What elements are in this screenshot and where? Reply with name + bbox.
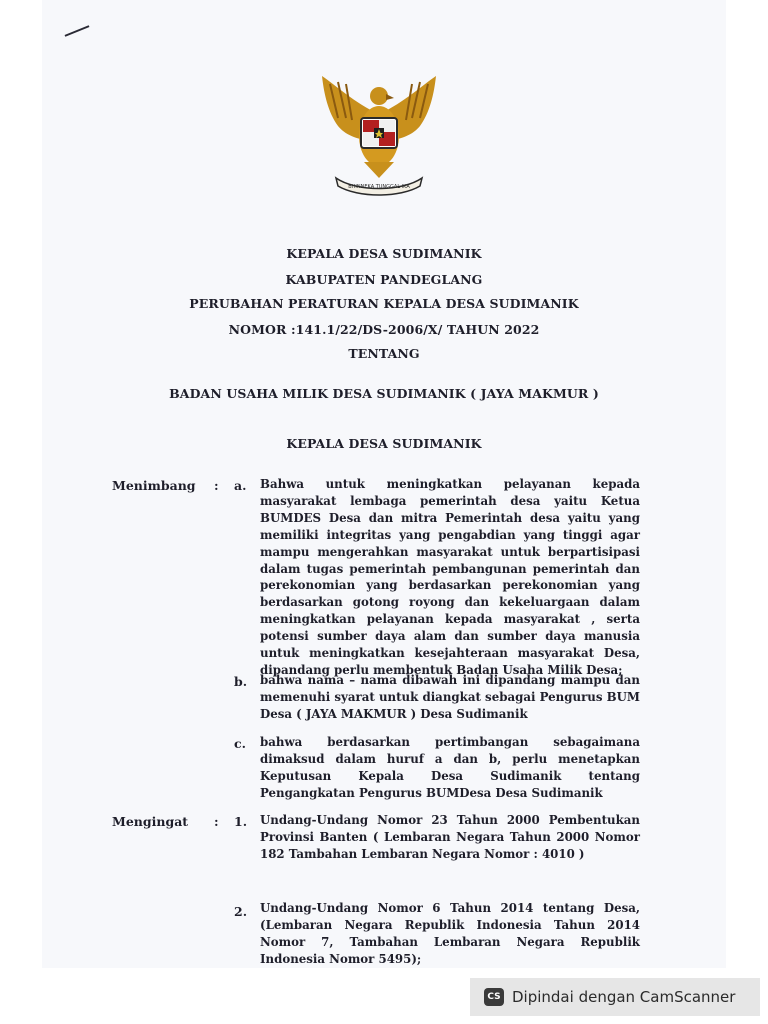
- mengingat-marker-2: 2.: [234, 904, 248, 919]
- menimbang-marker-c: c.: [234, 736, 246, 751]
- header-subject: BADAN USAHA MILIK DESA SUDIMANIK ( JAYA MAKMUR ): [169, 386, 599, 401]
- mengingat-label: Mengingat: [112, 814, 189, 829]
- menimbang-marker-b: b.: [234, 674, 248, 689]
- svg-text:BHINNEKA TUNGGAL IKA: BHINNEKA TUNGGAL IKA: [348, 184, 410, 190]
- garuda-emblem-icon: [316, 74, 442, 198]
- mengingat-item-2: Undang-Undang Nomor 6 Tahun 2014 tentang Desa, (Lembaran Negara Republik Indonesia Tahun 2014 Nomor 7, Tambahan Lembaran Negara Republik Indonesia Nomor 5495);: [260, 901, 640, 966]
- menimbang-marker-a: a.: [234, 478, 247, 493]
- header-title-line2: KABUPATEN PANDEGLANG: [285, 272, 483, 287]
- menimbang-label: Menimbang: [112, 478, 196, 493]
- camscanner-text: Dipindai dengan CamScanner: [512, 988, 736, 1006]
- header-title-line1: KEPALA DESA SUDIMANIK: [286, 246, 482, 261]
- camscanner-icon: CS: [484, 988, 504, 1006]
- mengingat-colon: :: [214, 814, 219, 829]
- menimbang-item-a: Bahwa untuk meningkatkan pelayanan kepada masyarakat lembaga pemerintah desa yaitu Ketua BUMDES Desa dan mitra Pemerintah desa yaitu yang memiliki integritas yang pengabdian yang tinggi agar mampu mengerahkan masyarakat untuk berpartisipasi dalam tugas pemerintah pembangunan pemerintah dan perekonomian yang berdasarkan perekonomian yang berdasarkan gotong royong dan kekeluargaan dalam meningkatkan pelayanan kepada masyarakat , serta potensi sumber daya alam dan sumber daya manusia untuk meningkatkan kesejahteraan masyarakat Desa, dipandang perlu membentuk Badan Usaha Milik Desa;: [260, 477, 640, 677]
- header-title-line3: PERUBAHAN PERATURAN KEPALA DESA SUDIMANIK: [189, 296, 579, 311]
- header-tentang: TENTANG: [348, 346, 420, 361]
- menimbang-item-b: bahwa nama – nama dibawah ini dipandang mampu dan memenuhi syarat untuk diangkat sebagai Pengurus BUM Desa ( JAYA MAKMUR ) Desa Sudimanik: [260, 673, 640, 721]
- header-authority: KEPALA DESA SUDIMANIK: [286, 436, 482, 451]
- menimbang-colon: :: [214, 478, 219, 493]
- mengingat-item-1: Undang-Undang Nomor 23 Tahun 2000 Pembentukan Provinsi Banten ( Lembaran Negara Tahun 2000 Nomor 182 Tambahan Lembaran Negara Nomor : 4010 ): [260, 813, 640, 861]
- mengingat-marker-1: 1.: [234, 814, 248, 829]
- camscanner-badge: [470, 978, 760, 1016]
- header-number: NOMOR :141.1/22/DS-2006/X/ TAHUN 2022: [228, 322, 540, 337]
- menimbang-item-c: bahwa berdasarkan pertimbangan sebagaimana dimaksud dalam huruf a dan b, perlu menetapkan Keputusan Kepala Desa Sudimanik tentang Pengangkatan Pengurus BUMDesa Desa Sudimanik: [260, 735, 640, 800]
